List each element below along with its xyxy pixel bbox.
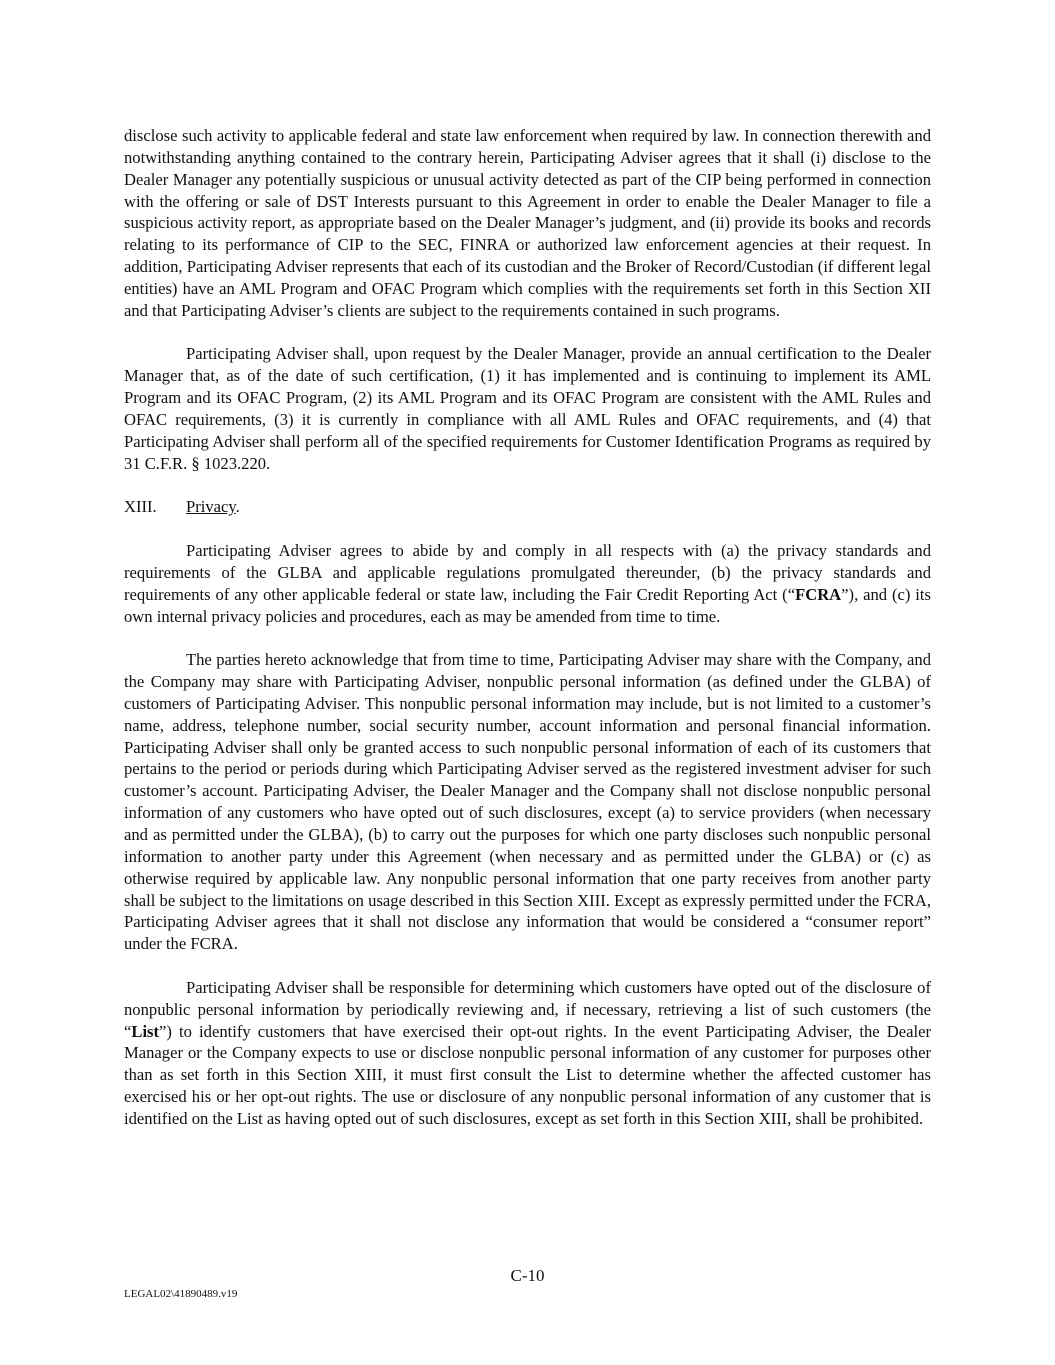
document-body [124,125,931,1152]
document-id: LEGAL02\41890489.v19 [124,1288,238,1300]
paragraph-opt-out-list-text-a: Participating Adviser shall be responsible for determining which customers have opted out of the disclosure of nonpublic personal information by periodically reviewing and, if necessary, retrieving a list of such customers (the “ [124,977,931,1041]
paragraph-opt-out-list [124,977,931,1130]
section-heading-privacy [124,496,931,518]
page-number: C-10 [510,1266,545,1285]
paragraph-privacy-compliance [124,540,931,627]
paragraph-privacy-compliance-text-a: Participating Adviser agrees to abide by and comply in all respects with (a) the privacy standards and requirements of the GLBA and applicable regulations promulgated thereunder, (b) the privacy standards and requirements of any other applicable federal or state law, including the Fair Credit Reporting Act (“ [124,541,931,604]
section-title: Privacy [186,497,236,517]
defined-term-fcra: FCRA [795,584,842,604]
paragraph-annual-certification: Participating Adviser shall, upon request by the Dealer Manager, provide an annual certification to the Dealer Manager that, as of the date of such certification, (1) it has implemented and is continuing to implement its AML Program and its OFAC Program, (2) its AML Program and its OFAC Program are consistent with the AML Rules and OFAC requirements, (3) it is currently in compliance with all AML Rules and OFAC requirements, and (4) that Participating Adviser shall perform all of the specified requirements for Customer Identification Programs as required by 31 C.F.R. § 1023.220. [124,344,931,473]
paragraph-aml-disclosure: disclose such activity to applicable federal and state law enforcement when required by law. In connection therewith and notwithstanding anything contained to the contrary herein, Participating Adviser agrees that it shall (i) disclose to the Dealer Manager any potentially suspicious or unusual activity detected as part of the CIP being performed in connection with the offering or sale of DST Interests pursuant to this Agreement in order to enable the Dealer Manager to file a suspicious activity report, as appropriate based on the Dealer Manager’s judgment, and (ii) provide its books and records relating to its performance of CIP to the SEC, FINRA or authorized law enforcement agencies at their request. In addition, Participating Adviser represents that each of its custodian and the Broker of Record/Custodian (if different legal entities) have an AML Program and OFAC Program which complies with the requirements set forth in this Section XII and that Participating Adviser’s clients are subject to the requirements contained in such programs. [124,126,931,320]
paragraph-opt-out-list-text-b: ”) to identify customers that have exercised their opt-out rights. In the event Participating Adviser, the Dealer Manager or the Company expects to use or disclose nonpublic personal information of any customer for purposes other than as set forth in this Section XIII, it must first consult the List to determine whether the affected customer has exercised his or her opt-out rights. The use or disclosure of any nonpublic personal information of any customer that is identified on the List as having opted out of such disclosures, except as set forth in this Section XIII, shall be prohibited. [124,1021,931,1128]
defined-term-list: List [131,1021,160,1041]
paragraph-information-sharing: The parties hereto acknowledge that from time to time, Participating Adviser may share with the Company, and the Company may share with Participating Adviser, nonpublic personal information (as defined under the GLBA) of customers of Participating Adviser. This nonpublic personal information may include, but is not limited to a customer’s name, address, telephone number, social security number, account information and personal financial information. Participating Adviser shall only be granted access to such nonpublic personal information of each of its customers that pertains to the period or periods during which Participating Adviser served as the registered investment adviser for such customer’s account. Participating Adviser, the Dealer Manager and the Company shall not disclose nonpublic personal information of any customers who have opted out of such disclosures, except (a) to service providers (when necessary and as permitted under the GLBA), (b) to carry out the purposes for which one party discloses such nonpublic personal information to another party under this Agreement (when necessary and as permitted under the GLBA) or (c) as otherwise required by applicable law. Any nonpublic personal information that one party receives from another party shall be subject to the limitations on usage described in this Section XIII. Except as expressly permitted under the FCRA, Participating Adviser agrees that it shall not disclose any information that would be considered a “consumer report” under the FCRA. [124,650,931,954]
section-number: XIII. [124,497,157,517]
section-title-period: . [235,497,240,517]
paragraph-privacy-compliance-text-b: ”), and (c) its own internal privacy policies and procedures, each as may be amended from time to time. [124,584,931,626]
